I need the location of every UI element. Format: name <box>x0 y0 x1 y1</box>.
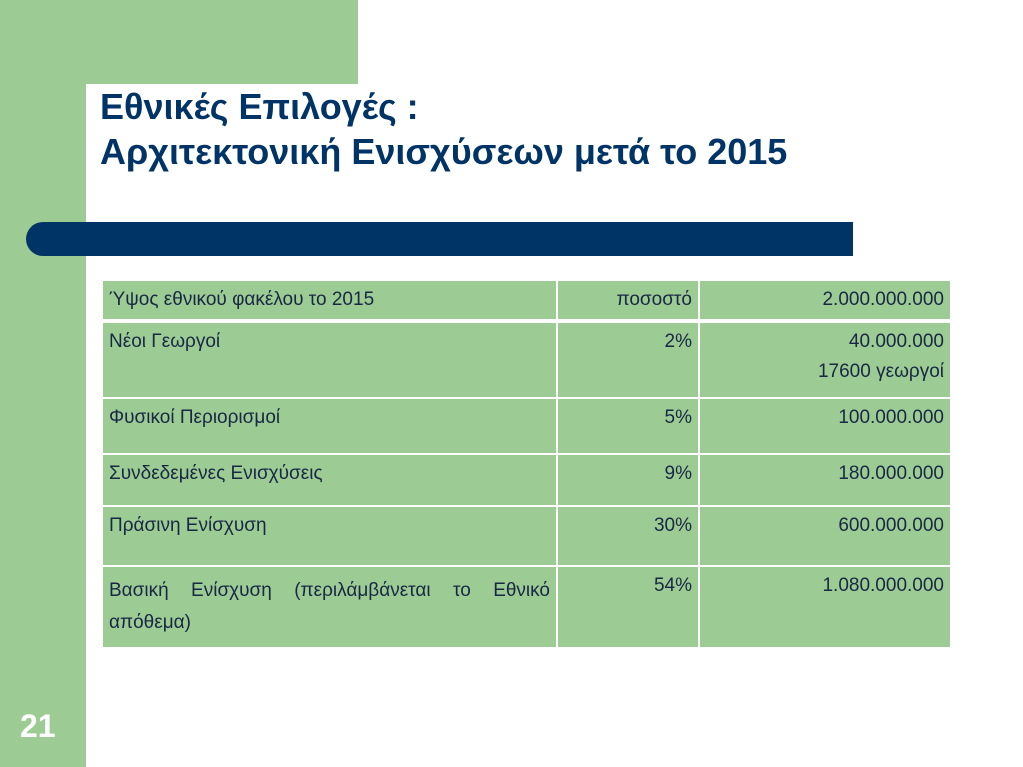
slide-number: 21 <box>20 708 56 744</box>
table-row <box>102 398 951 454</box>
row-amount-note: 17600 γεωργοί <box>817 361 944 382</box>
title-line-2: Αρχιτεκτονική Ενισχύσεων μετά το 2015 <box>100 131 788 172</box>
row-percent-cell: 2% <box>557 321 699 398</box>
row-amount-cell: 100.000.000 <box>699 398 951 454</box>
funding-table <box>101 279 952 649</box>
table-row <box>102 321 951 398</box>
table-row <box>102 566 951 648</box>
header-amount-cell: 2.000.000.000 <box>699 280 951 321</box>
row-label-cell: Συνδεδεμένες Ενισχύσεις <box>102 454 557 506</box>
table-row <box>102 506 951 566</box>
row-percent-cell: 5% <box>557 398 699 454</box>
row-amount-cell: 1.080.000.000 <box>699 566 951 648</box>
row-label-cell: Πράσινη Ενίσχυση <box>102 506 557 566</box>
row-amount: 40.000.000 <box>848 331 944 352</box>
row-label-cell: Βασική Ενίσχυση (περιλάμβάνεται το Εθνικό απόθεμα) <box>102 566 557 648</box>
row-amount-cell: 180.000.000 <box>699 454 951 506</box>
row-percent-cell: 30% <box>557 506 699 566</box>
header-percent-cell: ποσοστό <box>557 280 699 321</box>
top-decor-band <box>0 0 358 90</box>
slide-title <box>100 84 787 174</box>
row-percent-cell: 9% <box>557 454 699 506</box>
row-amount-cell <box>699 321 951 398</box>
row-label-cell: Φυσικοί Περιορισμοί <box>102 398 557 454</box>
row-amount-cell: 600.000.000 <box>699 506 951 566</box>
title-underline-bar <box>26 222 853 256</box>
row-label-cell: Νέοι Γεωργοί <box>102 321 557 398</box>
table-header-row <box>102 280 951 321</box>
header-label-cell: Ύψος εθνικού φακέλου το 2015 <box>102 280 557 321</box>
title-line-1: Εθνικές Επιλογές : <box>100 86 419 127</box>
left-decor-band <box>0 0 86 767</box>
row-percent-cell: 54% <box>557 566 699 648</box>
table-row <box>102 454 951 506</box>
